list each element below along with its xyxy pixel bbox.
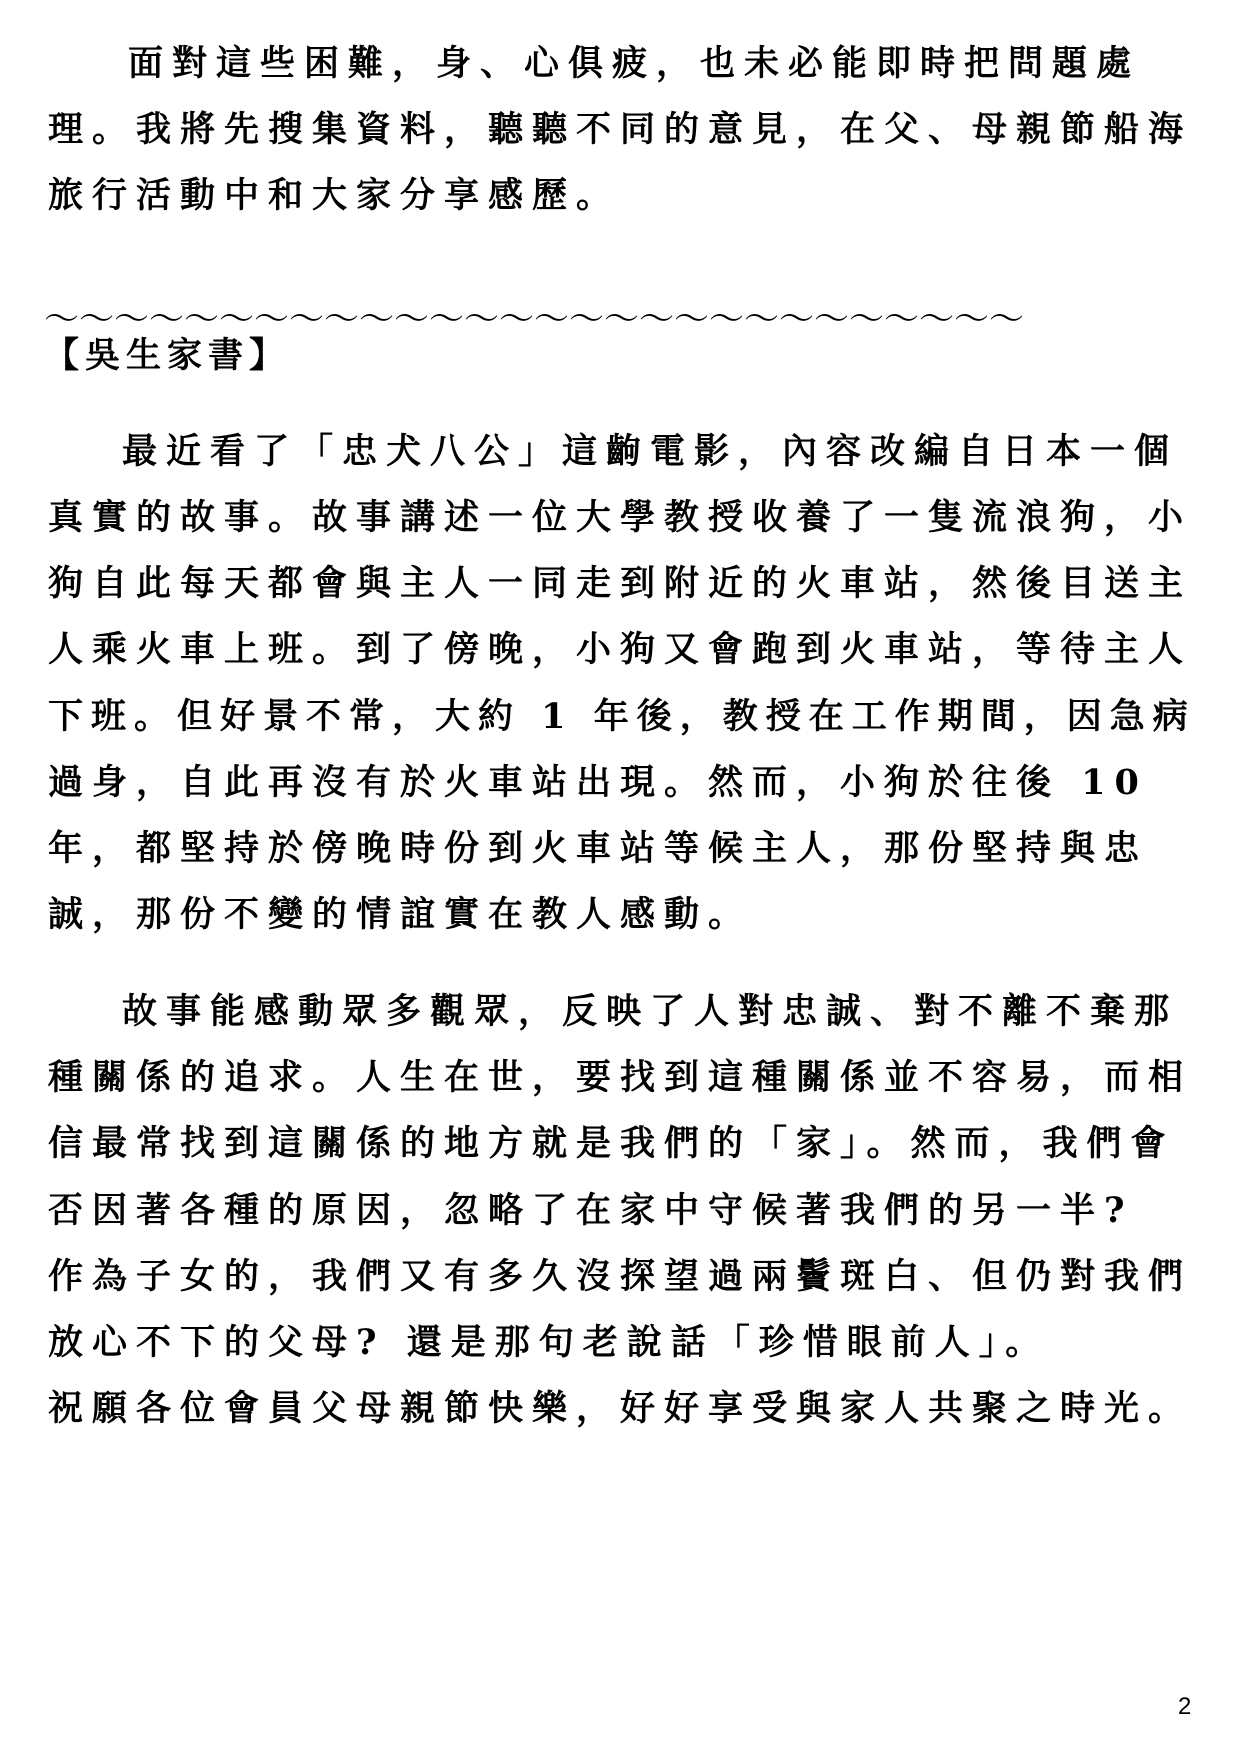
paragraph1-line-3: 狗自此每天都會與主人一同走到附近的火車站，然後目送主: [48, 563, 1193, 604]
wave-separator: ～～～～～～～～～～～～～～～～～～～～～～～～～～～～: [44, 300, 1025, 340]
paragraph2-line-7: 祝願各位會員父母親節快樂，好好享受與家人共聚之時光。: [48, 1388, 1193, 1429]
intro-line-1: 面對這些困難，身、心俱疲，也未必能即時把問題處: [128, 43, 1141, 84]
paragraph1-line-6: 過身，自此再沒有於火車站出現。然而，小狗於往後 10: [48, 762, 1148, 803]
paragraph1-line-1: 最近看了「忠犬八公」這齣電影，內容改編自日本一個: [122, 431, 1179, 472]
paragraph2-line-3: 信最常找到這關係的地方就是我們的「家」。然而，我們會: [48, 1123, 1175, 1164]
paragraph2-line-6: 放心不下的父母? 還是那句老說話「珍惜眼前人」。: [48, 1322, 1050, 1363]
paragraph2-line-4: 否因著各種的原因，忽略了在家中守候著我們的另一半?: [48, 1190, 1134, 1231]
paragraph1-line-2: 真實的故事。故事講述一位大學教授收養了一隻流浪狗，小: [48, 497, 1193, 538]
paragraph2-line-1: 故事能感動眾多觀眾，反映了人對忠誠、對不離不棄那: [122, 991, 1179, 1032]
paragraph1-line-7: 年，都堅持於傍晚時份到火車站等候主人，那份堅持與忠: [48, 828, 1149, 869]
section-heading: 【吳生家書】: [44, 335, 291, 376]
intro-line-3: 旅行活動中和大家分享感歷。: [48, 175, 621, 216]
paragraph2-line-5: 作為子女的，我們又有多久沒探望過兩鬢斑白、但仍對我們: [48, 1256, 1193, 1297]
paragraph1-line-8: 誠，那份不變的情誼實在教人感動。: [48, 894, 753, 935]
paragraph2-line-2: 種關係的追求。人生在世，要找到這種關係並不容易，而相: [48, 1057, 1193, 1098]
page-number: 2: [1178, 1693, 1192, 1720]
intro-line-2: 理。我將先搜集資料，聽聽不同的意見，在父、母親節船海: [48, 109, 1193, 150]
paragraph1-line-5: 下班。但好景不常，大約 1 年後，教授在工作期間，因急病: [48, 696, 1196, 737]
paragraph1-line-4: 人乘火車上班。到了傍晚，小狗又會跑到火車站，等待主人: [48, 629, 1193, 670]
